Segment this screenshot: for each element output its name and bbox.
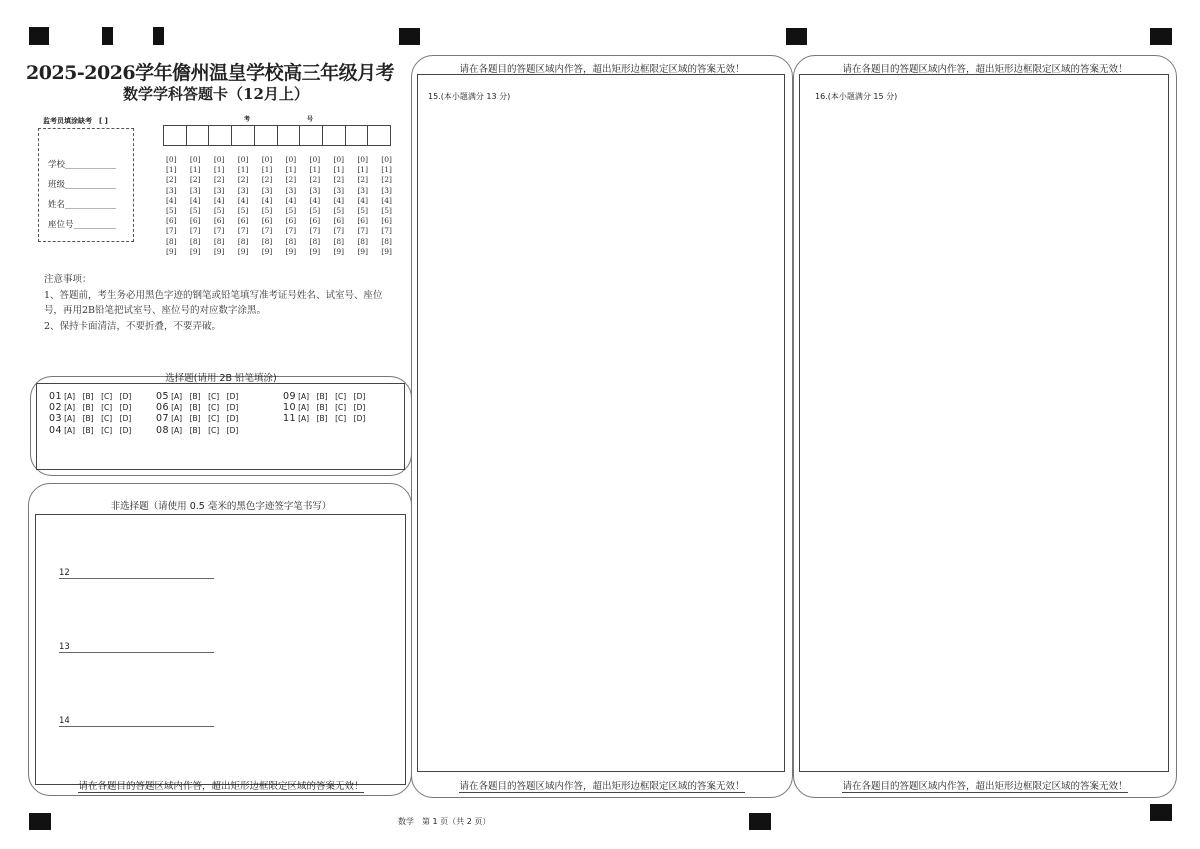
question-number: 01 <box>49 391 63 402</box>
digit-bubble[interactable]: [9] <box>333 246 345 256</box>
choice-question-row[interactable] <box>49 402 131 413</box>
digit-bubble[interactable]: [8] <box>237 236 249 246</box>
page-footer: 数学 第 1 页（共 2 页） <box>398 817 491 826</box>
digit-bubble[interactable]: [8] <box>166 236 177 246</box>
digit-bubble[interactable]: [9] <box>309 246 321 256</box>
answer-box-16[interactable] <box>799 74 1169 772</box>
digit-bubble[interactable]: [6] <box>237 216 249 226</box>
bubble-row <box>166 206 392 216</box>
digit-bubble[interactable]: [1] <box>166 165 177 175</box>
digit-bubble[interactable]: [8] <box>357 236 368 246</box>
digit-bubble[interactable]: [2] <box>213 175 225 185</box>
choice-question-row[interactable] <box>49 391 131 402</box>
notes-section <box>44 272 389 334</box>
digit-bubble[interactable]: [6] <box>381 216 392 226</box>
digit-bubble[interactable]: [4] <box>357 195 368 205</box>
digit-bubble[interactable]: [7] <box>213 226 225 236</box>
registration-mark <box>102 27 113 45</box>
page-subtitle: 数学学科答题卡（12月上） <box>123 85 309 103</box>
digit-bubble[interactable]: [5] <box>309 205 321 215</box>
digit-bubble[interactable]: [9] <box>357 246 368 256</box>
school-field[interactable]: 学校____________ <box>48 160 117 170</box>
digit-bubble[interactable]: [2] <box>381 175 392 185</box>
non-choice-title: 非选择题（请使用 0.5 毫米的黑色字迹签字笔书写） <box>110 501 332 512</box>
digit-bubble[interactable]: [5] <box>357 205 368 215</box>
choice-question-row[interactable] <box>156 402 238 413</box>
digit-bubble[interactable]: [1] <box>213 165 225 175</box>
digit-bubble[interactable]: [3] <box>237 185 249 195</box>
notes-item-1: 1、答题前，考生务必用黑色字迹的钢笔或铅笔填写准考证号姓名、试室号、座位号，再用2B铅笔把试室号、座位号的对应数字涂黑。 <box>44 289 383 316</box>
choice-options[interactable]: [A] [B] [C] [D] <box>171 403 239 413</box>
bubble-row <box>166 216 392 226</box>
digit-bubble[interactable]: [7] <box>357 226 368 236</box>
digit-bubble[interactable]: [4] <box>381 195 392 205</box>
multiple-choice-column[interactable] <box>283 391 365 425</box>
bubble-row <box>166 175 392 185</box>
digit-bubble[interactable]: [3] <box>285 185 297 195</box>
digit-bubble[interactable]: [4] <box>189 195 201 205</box>
question-number: 05 <box>156 391 170 402</box>
digit-bubble[interactable]: [8] <box>381 236 392 246</box>
digit-bubble[interactable]: [6] <box>189 216 201 226</box>
digit-bubble[interactable]: [3] <box>357 185 368 195</box>
digit-bubble[interactable]: [9] <box>285 246 297 256</box>
digit-bubble[interactable]: [5] <box>333 205 345 215</box>
choice-options[interactable]: [A] [B] [C] [D] <box>64 425 132 435</box>
digit-bubble[interactable]: [0] <box>261 155 273 164</box>
multiple-choice-column[interactable] <box>49 391 131 436</box>
bubble-row <box>166 247 392 257</box>
page-title: 2025-2026学年儋州温皇学校高三年级月考 <box>26 62 395 84</box>
digit-bubble[interactable]: [2] <box>166 175 177 185</box>
class-field[interactable]: 班级____________ <box>48 180 117 190</box>
question-number: 03 <box>49 413 63 425</box>
digit-bubble[interactable]: [7] <box>261 226 273 236</box>
digit-bubble[interactable]: [3] <box>333 185 345 195</box>
choice-options[interactable]: [A] [B] [C] [D] <box>298 392 366 401</box>
digit-bubble[interactable]: [4] <box>213 195 225 205</box>
digit-bubble[interactable]: [0] <box>333 155 345 164</box>
choice-options[interactable]: [A] [B] [C] [D] <box>298 414 366 424</box>
registration-mark <box>29 813 51 830</box>
digit-bubble[interactable]: [4] <box>166 195 177 205</box>
notes-heading: 注意事项： <box>44 274 92 285</box>
digit-bubble[interactable]: [9] <box>166 246 177 256</box>
digit-bubble[interactable]: [2] <box>333 175 345 185</box>
digit-bubble[interactable]: [5] <box>261 205 273 215</box>
choice-question-row[interactable] <box>49 425 131 436</box>
digit-bubble[interactable]: [0] <box>309 155 321 164</box>
registration-mark <box>153 27 164 45</box>
digit-bubble[interactable]: [7] <box>309 226 321 236</box>
digit-bubble[interactable]: [3] <box>309 185 321 195</box>
exam-number-bubbles[interactable] <box>166 155 392 257</box>
question-number: 04 <box>49 424 63 436</box>
digit-bubble[interactable]: [6] <box>166 216 177 226</box>
digit-bubble[interactable]: [8] <box>309 236 321 246</box>
registration-mark <box>1150 28 1172 45</box>
digit-bubble[interactable]: [3] <box>166 185 177 195</box>
digit-bubble[interactable]: [1] <box>381 165 392 175</box>
digit-bubble[interactable]: [7] <box>189 226 201 236</box>
digit-bubble[interactable]: [9] <box>237 246 249 256</box>
digit-bubble[interactable]: [5] <box>381 205 392 215</box>
digit-bubble[interactable]: [0] <box>189 155 201 164</box>
name-field[interactable]: 姓名____________ <box>48 200 117 210</box>
digit-bubble[interactable]: [9] <box>261 246 273 256</box>
digit-bubble[interactable]: [5] <box>213 205 225 215</box>
digit-bubble[interactable]: [0] <box>213 155 225 164</box>
warning-bottom-right: 请在各题目的答题区域内作答，超出矩形边框限定区域的答案无效！ <box>842 781 1128 792</box>
digit-bubble[interactable]: [4] <box>237 195 249 205</box>
digit-bubble[interactable]: [1] <box>285 165 297 175</box>
choice-options[interactable]: [A] [B] [C] [D] <box>64 414 132 424</box>
warning-top-middle: 请在各题目的答题区域内作答，超出矩形边框限定区域的答案无效！ <box>459 64 745 75</box>
choice-options[interactable]: [A] [B] [C] [D] <box>64 403 132 413</box>
digit-bubble[interactable]: [4] <box>309 195 321 205</box>
answer-line-12[interactable]: 12 <box>59 568 214 579</box>
bubble-row <box>166 186 392 196</box>
digit-bubble[interactable]: [0] <box>237 155 249 164</box>
digit-bubble[interactable]: [1] <box>357 165 368 175</box>
digit-bubble[interactable]: [7] <box>166 226 177 236</box>
digit-bubble[interactable]: [0] <box>285 155 297 164</box>
warning-bottom-left: 请在各题目的答题区域内作答，超出矩形边框限定区域的答案无效！ <box>78 781 364 792</box>
digit-bubble[interactable]: [2] <box>309 175 321 185</box>
choice-options[interactable]: [A] [B] [C] [D] <box>298 403 366 413</box>
seat-field[interactable]: 座位号__________ <box>48 220 117 230</box>
digit-bubble[interactable]: [8] <box>189 236 201 246</box>
bubble-row <box>166 196 392 206</box>
digit-bubble[interactable]: [0] <box>381 155 392 164</box>
digit-bubble[interactable]: [6] <box>285 216 297 226</box>
choice-question-row[interactable] <box>283 402 365 413</box>
exam-number-boxes[interactable] <box>163 125 391 146</box>
choice-question-row[interactable] <box>156 391 238 402</box>
question-number: 09 <box>283 391 297 402</box>
notes-item-2: 2、保持卡面清洁，不要折叠，不要弄破。 <box>44 320 222 332</box>
digit-bubble[interactable]: [5] <box>189 205 201 215</box>
digit-bubble[interactable]: [7] <box>333 226 345 236</box>
bubble-row <box>166 155 392 165</box>
choice-question-row[interactable] <box>156 425 238 436</box>
digit-bubble[interactable]: [2] <box>285 175 297 185</box>
digit-bubble[interactable]: [0] <box>166 155 177 164</box>
digit-bubble[interactable]: [6] <box>357 216 368 226</box>
digit-bubble[interactable]: [2] <box>357 175 368 185</box>
digit-bubble[interactable]: [1] <box>309 165 321 175</box>
digit-bubble[interactable]: [4] <box>285 195 297 205</box>
bubble-row <box>166 165 392 175</box>
digit-bubble[interactable]: [3] <box>189 185 201 195</box>
digit-bubble[interactable]: [8] <box>213 236 225 246</box>
question-number: 07 <box>156 413 170 425</box>
question-number: 08 <box>156 424 170 436</box>
choice-options[interactable]: [A] [B] [C] [D] <box>171 425 239 435</box>
digit-bubble[interactable]: [2] <box>237 175 249 185</box>
digit-bubble[interactable]: [5] <box>237 205 249 215</box>
digit-bubble[interactable]: [5] <box>285 205 297 215</box>
warning-bottom-middle: 请在各题目的答题区域内作答，超出矩形边框限定区域的答案无效！ <box>459 781 745 792</box>
choice-options[interactable]: [A] [B] [C] [D] <box>171 392 239 401</box>
digit-bubble[interactable]: [5] <box>166 205 177 215</box>
digit-bubble[interactable]: [2] <box>261 175 273 185</box>
digit-bubble[interactable]: [4] <box>333 195 345 205</box>
choice-options[interactable]: [A] [B] [C] [D] <box>171 414 239 424</box>
digit-bubble[interactable]: [9] <box>381 246 392 256</box>
registration-mark <box>749 813 771 830</box>
digit-bubble[interactable]: [3] <box>381 185 392 195</box>
choice-question-row[interactable] <box>49 413 131 424</box>
digit-bubble[interactable]: [0] <box>357 155 368 164</box>
bubble-row <box>166 237 392 247</box>
question-16-label: 16.(本小题满分 15 分) <box>815 92 898 101</box>
registration-mark <box>786 28 807 45</box>
digit-bubble[interactable]: [8] <box>333 236 345 246</box>
digit-bubble[interactable]: [4] <box>261 195 273 205</box>
proctor-absent-mark[interactable]: 监考员填涂缺考 [ ] <box>43 117 108 125</box>
digit-bubble[interactable]: [7] <box>237 226 249 236</box>
question-number: 06 <box>156 402 170 414</box>
digit-bubble[interactable]: [8] <box>261 236 273 246</box>
warning-top-right: 请在各题目的答题区域内作答，超出矩形边框限定区域的答案无效！ <box>842 64 1128 75</box>
digit-bubble[interactable]: [1] <box>189 165 201 175</box>
digit-bubble[interactable]: [2] <box>189 175 201 185</box>
question-number: 10 <box>283 402 297 414</box>
digit-bubble[interactable]: [6] <box>309 216 321 226</box>
answer-line-14[interactable]: 14 <box>59 716 214 727</box>
question-number: 02 <box>49 402 63 414</box>
choice-options[interactable]: [A] [B] [C] [D] <box>64 392 132 401</box>
registration-mark <box>29 27 49 45</box>
choice-question-row[interactable] <box>156 413 238 424</box>
registration-mark <box>399 28 420 45</box>
bubble-row <box>166 226 392 236</box>
digit-bubble[interactable]: [6] <box>261 216 273 226</box>
digit-bubble[interactable]: [3] <box>213 185 225 195</box>
student-info-box <box>38 128 134 242</box>
digit-bubble[interactable]: [8] <box>285 236 297 246</box>
registration-mark <box>1150 804 1172 821</box>
question-15-label: 15.(本小题满分 13 分) <box>428 92 511 101</box>
digit-bubble[interactable]: [1] <box>261 165 273 175</box>
answer-box-15[interactable] <box>417 74 785 772</box>
digit-bubble[interactable]: [6] <box>333 216 345 226</box>
digit-bubble[interactable]: [3] <box>261 185 273 195</box>
multiple-choice-column[interactable] <box>156 391 238 436</box>
multiple-choice-title: 选择题(请用 2B 铅笔填涂) <box>165 373 277 384</box>
question-number: 11 <box>283 413 297 425</box>
digit-bubble[interactable]: [6] <box>213 216 225 226</box>
digit-bubble[interactable]: [7] <box>285 226 297 236</box>
digit-bubble[interactable]: [7] <box>381 226 392 236</box>
choice-question-row[interactable] <box>283 391 365 402</box>
digit-bubble[interactable]: [9] <box>213 246 225 256</box>
answer-line-13[interactable]: 13 <box>59 642 214 653</box>
digit-bubble[interactable]: [9] <box>189 246 201 256</box>
choice-question-row[interactable] <box>283 413 365 424</box>
digit-bubble[interactable]: [1] <box>333 165 345 175</box>
digit-bubble[interactable]: [1] <box>237 165 249 175</box>
